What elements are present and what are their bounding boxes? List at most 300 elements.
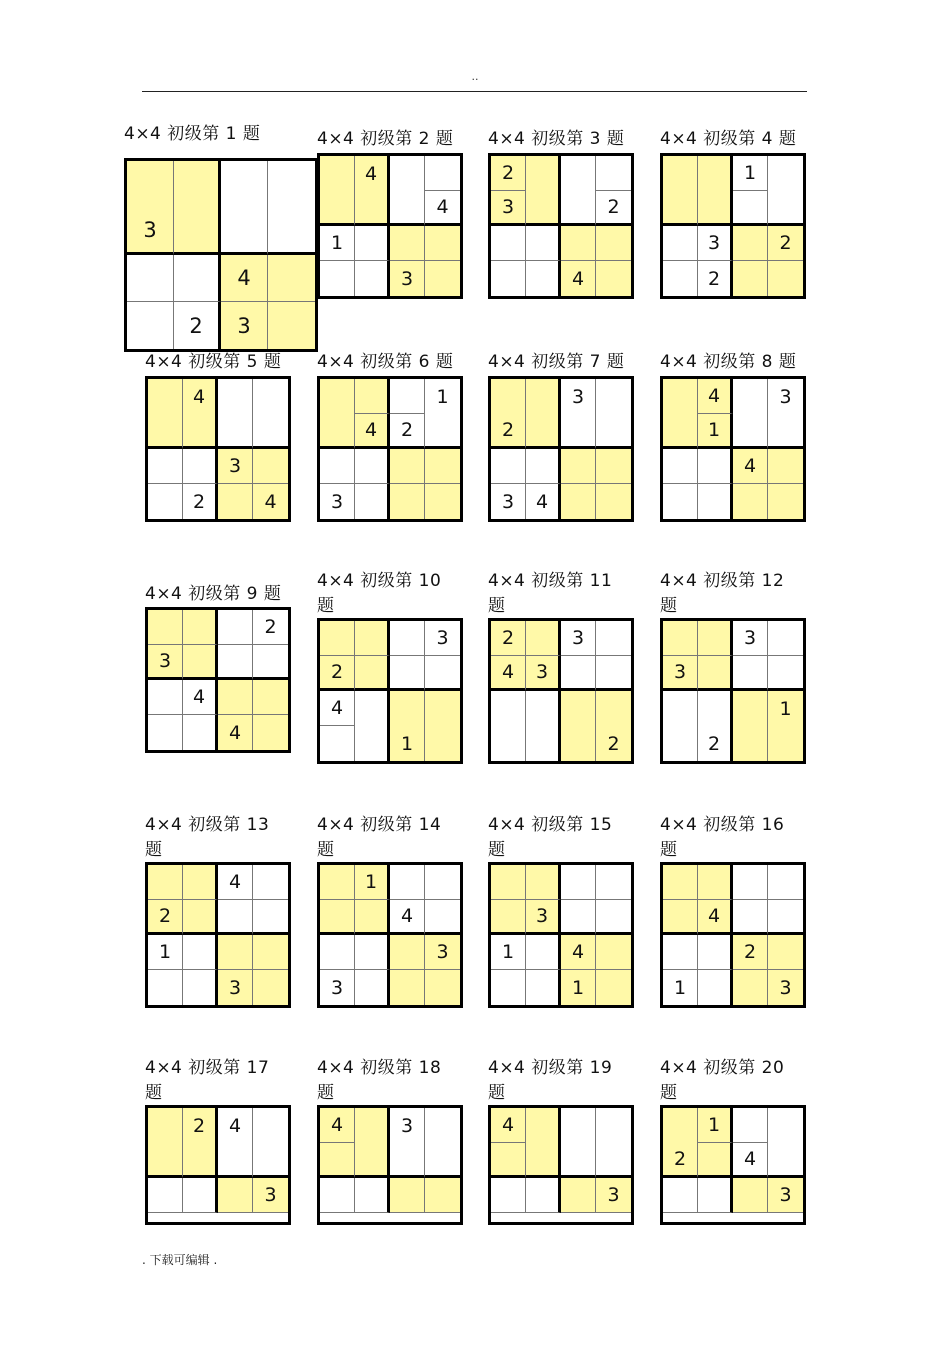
grid-cell: [355, 191, 390, 226]
sudoku-grid: [488, 153, 634, 299]
grid-cell: 1: [698, 1108, 733, 1143]
sudoku-grid: [488, 1105, 634, 1225]
grid-cell: [768, 1108, 803, 1143]
sudoku-grid: [317, 1105, 463, 1225]
grid-cell: [253, 645, 288, 680]
grid-cell: [561, 414, 596, 449]
puzzle-title: 4×4 初级第 19 题: [488, 1058, 613, 1103]
grid-cell: [218, 379, 253, 414]
grid-cell: 3: [491, 484, 526, 519]
grid-cell: [221, 161, 268, 208]
sudoku-grid: [317, 376, 463, 522]
grid-cell: [218, 1143, 253, 1178]
sudoku-grid: [317, 618, 463, 764]
grid-cell: [148, 970, 183, 1005]
grid-cell: [526, 449, 561, 484]
grid-cell: [355, 691, 390, 726]
grid-cell: [663, 900, 698, 935]
grid-cell: [183, 610, 218, 645]
grid-cell: 2: [183, 484, 218, 519]
puzzle-title: 4×4 初级第 6 题: [317, 352, 454, 372]
grid-cell: [183, 449, 218, 484]
grid-cell: 4: [526, 484, 561, 519]
grid-cell: [698, 621, 733, 656]
grid-cell: 4: [561, 935, 596, 970]
grid-cell: 3: [596, 1178, 631, 1213]
grid-cell: [768, 261, 803, 296]
grid-cell: 4: [218, 1108, 253, 1143]
grid-cell: [768, 156, 803, 191]
grid-cell: 1: [768, 691, 803, 726]
grid-cell: [218, 414, 253, 449]
puzzle-title: 4×4 初级第 1 题: [124, 124, 261, 144]
sudoku-grid: [145, 376, 291, 522]
grid-cell: [174, 208, 221, 255]
grid-cell: [355, 621, 390, 656]
grid-cell: [425, 261, 460, 296]
grid-cell: 4: [320, 691, 355, 726]
grid-cell: [425, 1143, 460, 1178]
grid-cell: [183, 900, 218, 935]
grid-cell: 3: [663, 656, 698, 691]
sudoku-grid: [145, 1105, 291, 1225]
grid-cell: [663, 1178, 698, 1213]
grid-cell: [148, 715, 183, 750]
puzzle-title: 4×4 初级第 2 题: [317, 129, 454, 149]
grid-cell: [425, 156, 460, 191]
grid-cell: [596, 261, 631, 296]
grid-cell: 3: [390, 261, 425, 296]
grid-cell: 2: [768, 226, 803, 261]
grid-cell: 4: [733, 1143, 768, 1178]
grid-cell: [183, 414, 218, 449]
grid-cell: [698, 865, 733, 900]
grid-cell: 1: [320, 226, 355, 261]
grid-cell: 4: [491, 1108, 526, 1143]
grid-cell: [425, 900, 460, 935]
grid-cell: [148, 680, 183, 715]
grid-cell: 2: [491, 414, 526, 449]
grid-cell: 4: [218, 865, 253, 900]
grid-cell: [733, 414, 768, 449]
grid-cell: [526, 379, 561, 414]
grid-cell: [218, 645, 253, 680]
grid-cell: 2: [148, 900, 183, 935]
grid-cell: [390, 156, 425, 191]
grid-cell: [698, 935, 733, 970]
grid-cell: [183, 935, 218, 970]
grid-cell: [355, 449, 390, 484]
sudoku-grid: [488, 618, 634, 764]
grid-cell: [526, 226, 561, 261]
grid-cell: [561, 1108, 596, 1143]
puzzle-title: 4×4 初级第 5 题: [145, 352, 282, 372]
grid-cell: 4: [698, 900, 733, 935]
grid-cell: [425, 449, 460, 484]
grid-cell: [526, 691, 561, 726]
grid-cell: [698, 656, 733, 691]
grid-cell: [320, 261, 355, 296]
grid-cell: [425, 970, 460, 1005]
grid-cell: [663, 156, 698, 191]
grid-cell: 1: [663, 970, 698, 1005]
sudoku-grid: [660, 1105, 806, 1225]
puzzle-title: 4×4 初级第 20 题: [660, 1058, 785, 1103]
grid-cell: [183, 1143, 218, 1178]
grid-cell: 3: [320, 484, 355, 519]
grid-cell: [355, 900, 390, 935]
grid-cell: [320, 379, 355, 414]
grid-cell: 3: [526, 656, 561, 691]
grid-cell: [733, 656, 768, 691]
grid-cell: [733, 226, 768, 261]
grid-cell: [561, 226, 596, 261]
grid-cell: [253, 900, 288, 935]
grid-cell: [491, 261, 526, 296]
grid-cell: [355, 1178, 390, 1213]
grid-cell: [526, 726, 561, 761]
grid-cell: 2: [733, 935, 768, 970]
puzzle-title: 4×4 初级第 13 题: [145, 815, 270, 860]
grid-cell: [596, 1108, 631, 1143]
grid-cell: [390, 1143, 425, 1178]
grid-cell: [183, 970, 218, 1005]
grid-cell: [390, 379, 425, 414]
grid-cell: [526, 1178, 561, 1213]
grid-cell: [148, 865, 183, 900]
grid-cell: 3: [425, 935, 460, 970]
grid-cell: 4: [183, 680, 218, 715]
grid-cell: [596, 865, 631, 900]
grid-cell: [320, 726, 355, 761]
grid-cell: [561, 691, 596, 726]
grid-cell: [526, 261, 561, 296]
grid-cell: [218, 680, 253, 715]
grid-cell: [148, 1143, 183, 1178]
grid-cell: 3: [221, 302, 268, 349]
grid-cell: 1: [355, 865, 390, 900]
grid-cell: [663, 226, 698, 261]
grid-cell: 2: [320, 656, 355, 691]
grid-cell: [148, 449, 183, 484]
sudoku-grid: [488, 376, 634, 522]
puzzle-title: 4×4 初级第 15 题: [488, 815, 613, 860]
grid-cell: 3: [698, 226, 733, 261]
grid-cell: 4: [425, 191, 460, 226]
grid-cell: [526, 191, 561, 226]
grid-cell: [320, 156, 355, 191]
grid-cell: [663, 379, 698, 414]
grid-cell: 4: [221, 255, 268, 302]
grid-cell: 2: [253, 610, 288, 645]
grid-cell: [148, 414, 183, 449]
sudoku-grid: [488, 862, 634, 1008]
grid-cell: [663, 449, 698, 484]
grid-cell: 3: [733, 621, 768, 656]
grid-cell: [663, 726, 698, 761]
grid-cell: [698, 691, 733, 726]
grid-cell: [491, 1143, 526, 1178]
grid-cell: 4: [491, 656, 526, 691]
grid-cell: [425, 865, 460, 900]
grid-cell: [596, 691, 631, 726]
grid-cell: [768, 484, 803, 519]
grid-cell: [425, 691, 460, 726]
grid-cell: [425, 1108, 460, 1143]
grid-cell: 3: [425, 621, 460, 656]
grid-cell: [355, 935, 390, 970]
grid-cell: [174, 161, 221, 208]
grid-cell: [355, 656, 390, 691]
grid-cell: [596, 621, 631, 656]
grid-cell: [596, 226, 631, 261]
grid-cell: [253, 1143, 288, 1178]
grid-cell: [183, 645, 218, 680]
grid-cell: [733, 691, 768, 726]
grid-cell: [127, 161, 174, 208]
grid-cell: [526, 1143, 561, 1178]
sudoku-grid: [660, 153, 806, 299]
grid-cell: [355, 1143, 390, 1178]
grid-cell: [698, 970, 733, 1005]
grid-cell: [596, 379, 631, 414]
grid-cell: 4: [320, 1108, 355, 1143]
grid-cell: 3: [253, 1178, 288, 1213]
grid-cell: 2: [596, 191, 631, 226]
grid-cell: [561, 726, 596, 761]
grid-cell: [148, 1178, 183, 1213]
grid-cell: 1: [491, 935, 526, 970]
grid-cell: [148, 1108, 183, 1143]
grid-cell: [733, 261, 768, 296]
puzzle-title: 4×4 初级第 11 题: [488, 571, 613, 616]
grid-cell: [561, 484, 596, 519]
sudoku-grid: [145, 862, 291, 1008]
grid-cell: [768, 900, 803, 935]
grid-cell: [320, 900, 355, 935]
grid-cell: 2: [596, 726, 631, 761]
grid-cell: 3: [218, 449, 253, 484]
grid-cell: [768, 865, 803, 900]
grid-cell: [491, 449, 526, 484]
grid-cell: [663, 935, 698, 970]
grid-cell: 3: [390, 1108, 425, 1143]
grid-cell: [253, 970, 288, 1005]
grid-cell: [148, 379, 183, 414]
puzzle-title: 4×4 初级第 16 题: [660, 815, 785, 860]
grid-cell: [253, 865, 288, 900]
grid-cell: [526, 865, 561, 900]
grid-cell: [768, 656, 803, 691]
puzzle-title: 4×4 初级第 4 题: [660, 129, 797, 149]
grid-cell: [268, 302, 315, 349]
grid-cell: [390, 449, 425, 484]
grid-cell: [733, 865, 768, 900]
grid-cell: [561, 156, 596, 191]
grid-cell: [174, 255, 221, 302]
grid-cell: [663, 484, 698, 519]
footer-text: . 下载可编辑 .: [142, 1253, 218, 1267]
grid-cell: [253, 449, 288, 484]
grid-cell: [148, 610, 183, 645]
grid-cell: 1: [148, 935, 183, 970]
grid-cell: 4: [355, 414, 390, 449]
grid-cell: [425, 656, 460, 691]
puzzle-title: 4×4 初级第 9 题: [145, 584, 282, 604]
grid-cell: [221, 208, 268, 255]
grid-cell: [733, 726, 768, 761]
grid-cell: [390, 691, 425, 726]
grid-cell: [698, 1143, 733, 1178]
sudoku-grid: [317, 862, 463, 1008]
grid-cell: 1: [733, 156, 768, 191]
puzzle-title: 4×4 初级第 14 题: [317, 815, 442, 860]
grid-cell: [491, 379, 526, 414]
grid-cell: [320, 935, 355, 970]
grid-cell: [355, 261, 390, 296]
grid-cell: [253, 715, 288, 750]
puzzle-title: 4×4 初级第 10 题: [317, 571, 442, 616]
grid-cell: [768, 414, 803, 449]
sudoku-grid: [145, 607, 291, 753]
grid-cell: 1: [561, 970, 596, 1005]
grid-cell: [425, 226, 460, 261]
grid-cell: [596, 484, 631, 519]
grid-cell: [320, 191, 355, 226]
sudoku-grid: [660, 862, 806, 1008]
grid-cell: [390, 656, 425, 691]
grid-cell: 3: [768, 1178, 803, 1213]
grid-cell: [663, 1108, 698, 1143]
header-divider: [142, 91, 807, 92]
grid-cell: [320, 1143, 355, 1178]
grid-cell: [390, 621, 425, 656]
grid-cell: 3: [320, 970, 355, 1005]
grid-cell: [596, 414, 631, 449]
grid-cell: [253, 935, 288, 970]
grid-cell: [733, 970, 768, 1005]
grid-cell: [218, 935, 253, 970]
grid-cell: [526, 935, 561, 970]
grid-cell: 2: [174, 302, 221, 349]
grid-cell: [491, 900, 526, 935]
grid-cell: [355, 970, 390, 1005]
grid-cell: [561, 656, 596, 691]
grid-cell: [596, 970, 631, 1005]
grid-cell: [320, 414, 355, 449]
grid-cell: [390, 1178, 425, 1213]
grid-cell: 1: [390, 726, 425, 761]
grid-cell: [425, 726, 460, 761]
grid-cell: [491, 865, 526, 900]
grid-cell: [320, 865, 355, 900]
grid-cell: [596, 656, 631, 691]
grid-cell: [320, 449, 355, 484]
grid-cell: 3: [148, 645, 183, 680]
grid-cell: [390, 970, 425, 1005]
grid-cell: [596, 1143, 631, 1178]
grid-cell: [491, 226, 526, 261]
grid-cell: [698, 484, 733, 519]
grid-cell: [268, 255, 315, 302]
puzzle-title: 4×4 初级第 8 题: [660, 352, 797, 372]
grid-cell: 3: [491, 191, 526, 226]
grid-cell: 4: [253, 484, 288, 519]
grid-cell: [355, 226, 390, 261]
grid-cell: [561, 449, 596, 484]
grid-cell: 2: [698, 261, 733, 296]
grid-cell: [218, 1178, 253, 1213]
grid-cell: [320, 1178, 355, 1213]
grid-cell: [663, 621, 698, 656]
grid-cell: [561, 1178, 596, 1213]
grid-cell: 4: [390, 900, 425, 935]
grid-cell: [698, 449, 733, 484]
grid-cell: [218, 484, 253, 519]
grid-cell: 2: [663, 1143, 698, 1178]
grid-cell: 4: [698, 379, 733, 414]
grid-cell: 1: [425, 379, 460, 414]
grid-cell: [733, 191, 768, 226]
grid-cell: [768, 1143, 803, 1178]
grid-cell: [253, 680, 288, 715]
grid-cell: 4: [733, 449, 768, 484]
grid-cell: 3: [561, 621, 596, 656]
grid-cell: [663, 261, 698, 296]
grid-cell: 4: [183, 379, 218, 414]
grid-cell: [390, 935, 425, 970]
grid-cell: 1: [698, 414, 733, 449]
grid-cell: [491, 726, 526, 761]
grid-cell: [526, 621, 561, 656]
grid-cell: [733, 1108, 768, 1143]
grid-cell: [596, 935, 631, 970]
grid-cell: [390, 191, 425, 226]
grid-cell: [218, 900, 253, 935]
grid-cell: [183, 865, 218, 900]
grid-cell: [733, 379, 768, 414]
grid-cell: [253, 1108, 288, 1143]
grid-cell: 2: [390, 414, 425, 449]
grid-cell: [768, 191, 803, 226]
grid-cell: [561, 191, 596, 226]
grid-cell: [390, 226, 425, 261]
grid-cell: 2: [491, 156, 526, 191]
grid-cell: [253, 379, 288, 414]
grid-cell: [355, 726, 390, 761]
puzzle-title: 4×4 初级第 12 题: [660, 571, 785, 616]
grid-cell: 2: [491, 621, 526, 656]
grid-cell: [663, 191, 698, 226]
grid-cell: [355, 379, 390, 414]
grid-cell: [733, 484, 768, 519]
grid-cell: 3: [218, 970, 253, 1005]
grid-cell: 3: [526, 900, 561, 935]
grid-cell: [663, 865, 698, 900]
puzzle-title: 4×4 初级第 17 题: [145, 1058, 270, 1103]
grid-cell: [127, 302, 174, 349]
grid-cell: [526, 156, 561, 191]
grid-cell: [768, 621, 803, 656]
grid-cell: [355, 484, 390, 519]
grid-cell: [663, 691, 698, 726]
sudoku-grid: [660, 376, 806, 522]
grid-cell: [663, 414, 698, 449]
grid-cell: [268, 208, 315, 255]
puzzle-title: 4×4 初级第 7 题: [488, 352, 625, 372]
grid-cell: 2: [698, 726, 733, 761]
grid-cell: [733, 900, 768, 935]
